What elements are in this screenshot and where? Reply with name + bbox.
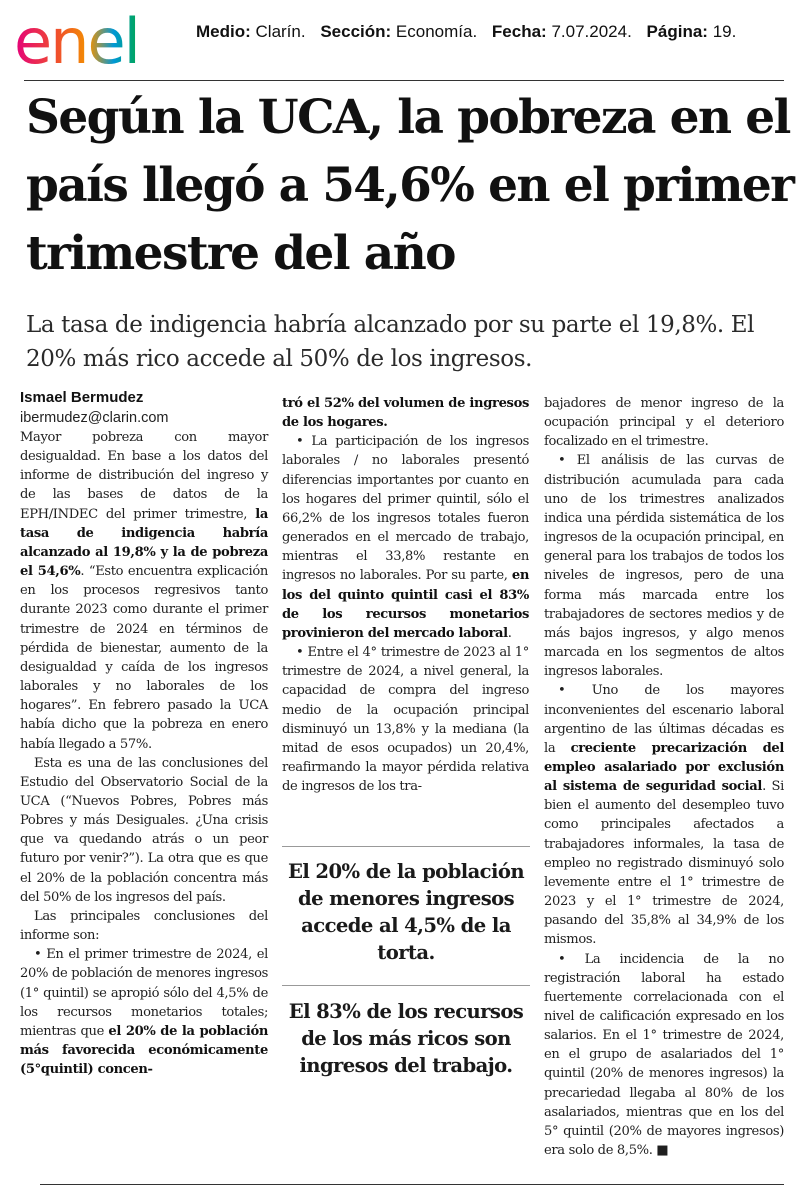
pullquote-2: El 83% de los recursos de los más ricos son ingresos del trabajo. xyxy=(288,1000,524,1077)
header-divider xyxy=(24,80,784,81)
medio-value: Clarín. xyxy=(255,22,306,41)
paragraph xyxy=(544,681,784,949)
paragraph: • La incidencia de la no registración laboral ha estado fuertemente correlacionada con el nivel de calificación expresado en los salarios. En el 1° trimestre de 2024, en el grupo de asalariados del 1° quintil (20% de menores ingresos) la precariedad llegaba al 80% de los asalariados, mientras que en los del 5° quintil (20% de mayores ingresos) era solo de 8,5%. ■ xyxy=(544,951,784,1159)
paragraph: Las principales conclusiones del informe son: xyxy=(20,908,268,944)
paragraph xyxy=(20,428,268,754)
highlight-text: creciente precarización del empleo asalariado por exclusión al sistema de seguridad social xyxy=(544,740,784,795)
article-subheadline: La tasa de indigencia habría alcanzado por su parte el 19,8%. El 20% más rico accede al 50% de los ingresos. xyxy=(26,312,755,372)
footer-divider xyxy=(40,1184,784,1185)
seccion-label: Sección: xyxy=(320,22,392,41)
text-run: • La participación de los ingresos laborales / no laborales presentó diferencias importantes por cuanto en los hogares del primer quintil, sólo el 66,2% de los ingresos totales fueron generados en el mercado de trabajo, mientras el 33,8% restante en ingresos no laborales. Por su parte, xyxy=(282,434,529,584)
highlight-text: en los del quinto quintil casi el 83% de los recursos monetarios provinieron del mercado laboral xyxy=(282,568,529,641)
highlight-text: tró el 52% del volumen de ingresos de los hogares. xyxy=(282,396,529,431)
text-run: • En el primer trimestre de 2024, el 20% de población de menores ingresos (1° quintil) se apropió sólo del 4,5% de los recursos monetarios totales; mientras que xyxy=(20,947,268,1039)
enel-logo-mark xyxy=(14,8,184,70)
seccion-value: Economía. xyxy=(395,22,478,41)
paragraph: • El análisis de las curvas de distribución acumulada para cada uno de los trimestres analizados indica una pérdida sistemática de los ingresos de la ocupación principal, en general para los trabajos de todos los niveles de ingresos, pero de una forma más marcada entre los trabajadores de sectores medios y de más bajos ingresos, y algo menos marcada en los segmentos de altos ingresos laborales. xyxy=(544,453,784,680)
text-run: . xyxy=(507,625,512,641)
byline-author: Ismael Bermudez xyxy=(20,389,144,406)
text-run: Mayor pobreza con mayor desigualdad. En base a los datos del informe de distribución del ingreso y de las bases de datos de la EPH/INDEC del primer trimestre, xyxy=(20,430,268,522)
article-column-2 xyxy=(282,394,529,796)
pullquote-divider xyxy=(282,985,530,986)
pagina-value: 19. xyxy=(712,22,737,41)
byline-email: ibermudez@clarin.com xyxy=(20,410,169,426)
paragraph xyxy=(282,432,529,643)
pullquote-divider xyxy=(282,846,530,847)
paragraph xyxy=(282,394,529,432)
text-run: . “Esto encuentra explicación en los procesos regresivos tanto durante 2023 como durante el primer trimestre de 2024 en términos de pérdida de bienestar, aumento de la desigualdad y caída de los ingresos laborales y no laborales de los hogares”. En febrero pasado la UCA había dicho que la pobreza en enero había llegado a 57%. xyxy=(20,564,268,752)
pullquote-1: El 20% de la población de menores ingresos accede al 4,5% de la torta. xyxy=(288,860,524,964)
paragraph: Esta es una de las conclusiones del Estudio del Observatorio Social de la UCA (“Nuevos Pobres, Pobres más Pobres y más Desiguales. ¿Una crisis que va quedando atrás o un peor futuro por venir?”). La otra que es que el 20% de la población concentra más del 50% de los ingresos del país. xyxy=(20,755,268,905)
fecha-value: 7.07.2024. xyxy=(551,22,632,41)
article-headline: Según la UCA, la pobreza en el país llegó a 54,6% en el primer trimestre del año xyxy=(26,90,794,281)
text-run: . Si bien el aumento del desempleo tuvo como principales afectados a trabajadores informales, la tasa de empleo no registrado disminuyó solo levemente entre el 1° trimestre de 2023 y el 1° trimestre de 2024, pasando del 35,8% al 34,9% de los mismos. xyxy=(544,779,784,948)
enel-logo xyxy=(14,8,184,70)
article-column-1 xyxy=(20,388,268,1079)
highlight-text: el 20% de la población más favorecida económicamente (5°quintil) concen- xyxy=(20,1023,269,1078)
pagina-label: Página: xyxy=(646,22,708,41)
fecha-label: Fecha: xyxy=(491,22,547,41)
highlight-text: la tasa de indigencia habría alcanzado al 19,8% y la de pobreza el 54,6% xyxy=(20,506,268,580)
medio-label: Medio: xyxy=(196,22,251,41)
source-metadata xyxy=(196,22,736,42)
paragraph xyxy=(20,945,268,1079)
paragraph: bajadores de menor ingreso de la ocupación principal y el deterioro focalizado en el trimestre. xyxy=(544,396,784,450)
article-column-3 xyxy=(544,394,784,1160)
paragraph: • Entre el 4° trimestre de 2023 al 1° trimestre de 2024, a nivel general, la capacidad de compra del ingreso medio de la ocupación principal disminuyó un 13,8% y la mediana (la mitad de esos ocupados) un 20,4%, reafirmando la mayor pérdida relativa de ingresos de los tra- xyxy=(282,645,529,795)
text-run: • Uno de los mayores inconvenientes del escenario laboral argentino de las últimas décadas es la xyxy=(544,683,784,756)
logo-wordmark: enel xyxy=(14,8,139,70)
